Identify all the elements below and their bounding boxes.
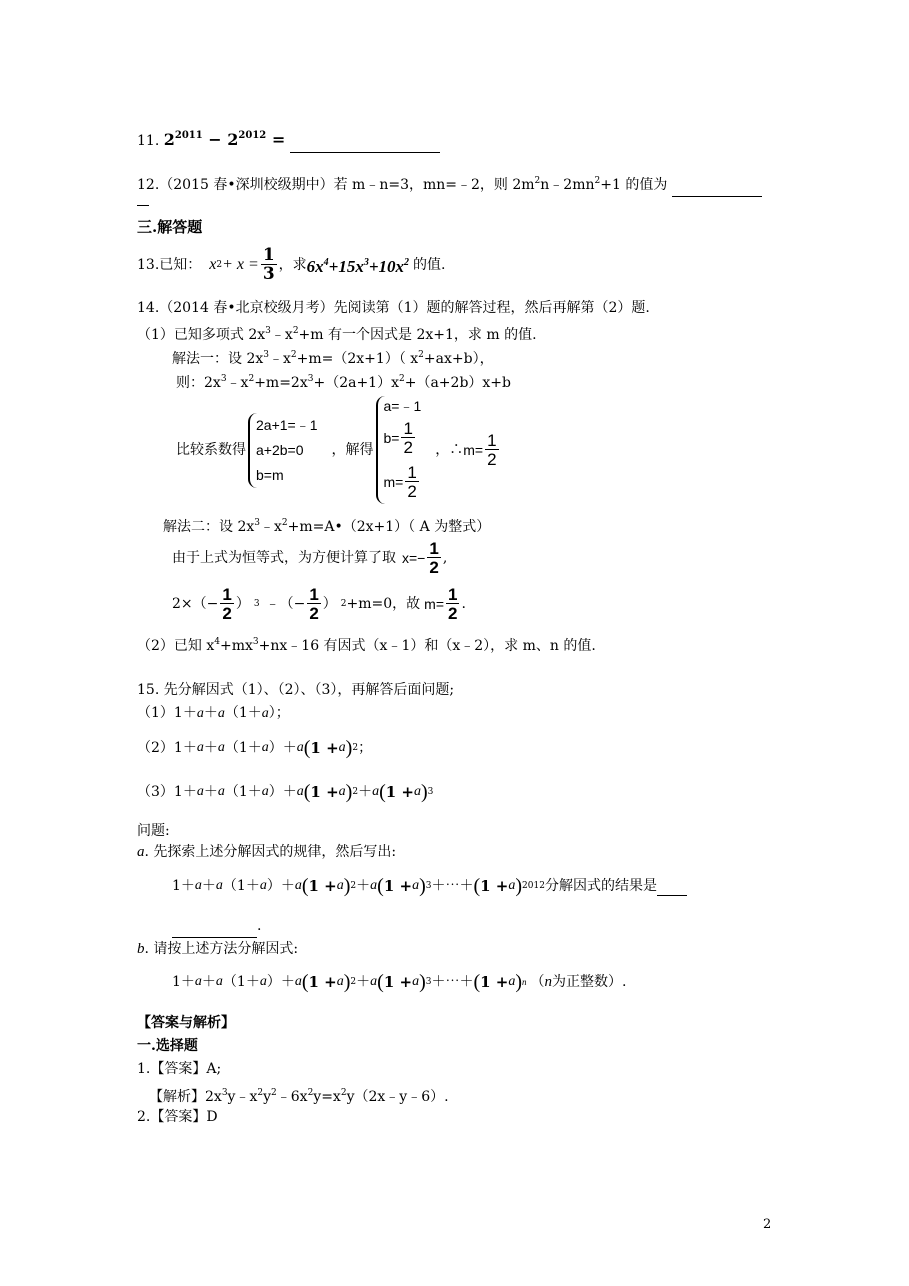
answer-blank-continued: . [172,917,261,938]
question-14-part2: （2）已知 $x^4+mx^3+nx﹣16$ 有因式（x﹣1）和（x﹣2），求 m、n 的值. [137,637,596,654]
expression-2: （2）1＋ a ＋ a （1＋ a ） ＋ a ( 1 + a ) 2 ； [137,737,373,759]
answers-header: 【答案与解析】 [137,1015,235,1031]
identity-line: 由于上式为恒等式，为方便计算了取 x=− $\frac{1}{2}$ , [172,539,448,577]
fraction: $\frac{1}{3}$ [262,245,275,284]
calculation-line: 2×（− $\frac{1}{2}$ ） 3 ﹣（− $\frac{1}{2}$ ） 2 +m=0，故 m= $\frac{1}{2}$ . [172,585,466,623]
answer-blank [657,877,687,896]
question-13: 13.已知： x 2 + x = $\frac{1}{3}$ ，求 $6x^4+15x^3+10x^2$ 的值. [137,245,446,284]
question-14-part1: （1）已知多项式 $2x^3﹣x^2+m$ 有一个因式是 2x+1，求 m 的值. [137,326,537,343]
answer-blank-continued [137,205,149,206]
answers-section-heading: 一.选择题 [137,1038,198,1054]
coefficient-comparison: 比较系数得 2a+1=﹣1 a+2b=0 b=m ，解得 a=﹣1 b= $\frac{1}{2}$ m= $\frac{1}{2}$ ，∴ m= $\frac{1}{2}$ [176,392,501,508]
answer-blank [290,134,440,153]
section-heading: 三.解答题 [137,218,203,236]
series-2012: 1 ＋ a ＋ a （1＋ a ） ＋ a ( 1 + a ) 2 ＋ a ( 1 + a ) 3 ＋⋯＋ ( 1 + a ) 2012 分解因式的结果是 [172,870,687,902]
question-12: 12.（2015 春•深圳校级期中）若 m﹣n=3，mn=﹣2，则 $2m^2n﹣2mn^2+1$ 的值为 [137,172,762,197]
page-number: 2 [763,1217,772,1232]
question-b: b. 请按上述方法分解因式: [137,941,299,957]
answer-2: 2.【答案】D [137,1109,218,1125]
expression-1: （1）1＋a＋a（1＋a）； [137,705,290,721]
math-expression: $2^{2011} - 2^{2012}$ = [163,130,286,149]
method-two: 解法二：设 $2x^3﹣x^2+m=A•(2x+1)$（ A 为整式） [163,518,491,535]
question-11 [137,127,440,153]
method-one-expand: 则：$2x^3﹣x^2+m=2x^3+(2a+1)x^2+(a+2b)x+b$ [176,374,511,391]
equation-system: 2a+1=﹣1 a+2b=0 b=m [248,413,318,488]
question-number: 11. [137,133,160,149]
series-n: 1 ＋ a ＋ a （1＋ a ） ＋ a ( 1 + a ) 2 ＋ a ( 1 + a ) 3 ＋⋯＋ ( 1 + a ) n （ n 为正整数）. [172,971,627,993]
explanation-1: 【解析】$2x^3y﹣x^2y^2﹣6x^2y=x^2y(2x﹣y﹣6)$. [149,1088,449,1105]
question-label: 问题: [137,823,170,839]
answer-1: 1.【答案】A; [137,1061,222,1077]
expression-3: （3）1＋ a ＋ a （1＋ a ） ＋ a ( 1 + a ) 2 ＋ a ( 1 + a ) 3 [137,781,434,803]
question-a: a. 先探索上述分解因式的规律，然后写出: [137,844,397,860]
question-14-intro: 14.（2014 春•北京校级月考）先阅读第（1）题的解答过程，然后再解第（2）题. [137,300,650,316]
question-15-intro: 15. 先分解因式（1）、（2）、（3），再解答后面问题; [137,682,455,698]
solution-system: a=﹣1 b= $\frac{1}{2}$ m= $\frac{1}{2}$ [376,396,422,504]
answer-blank [672,178,762,197]
method-one: 解法一：设 $2x^3﹣x^2+m=(2x+1)$（ $x^2+ax+b$）， [172,350,494,367]
